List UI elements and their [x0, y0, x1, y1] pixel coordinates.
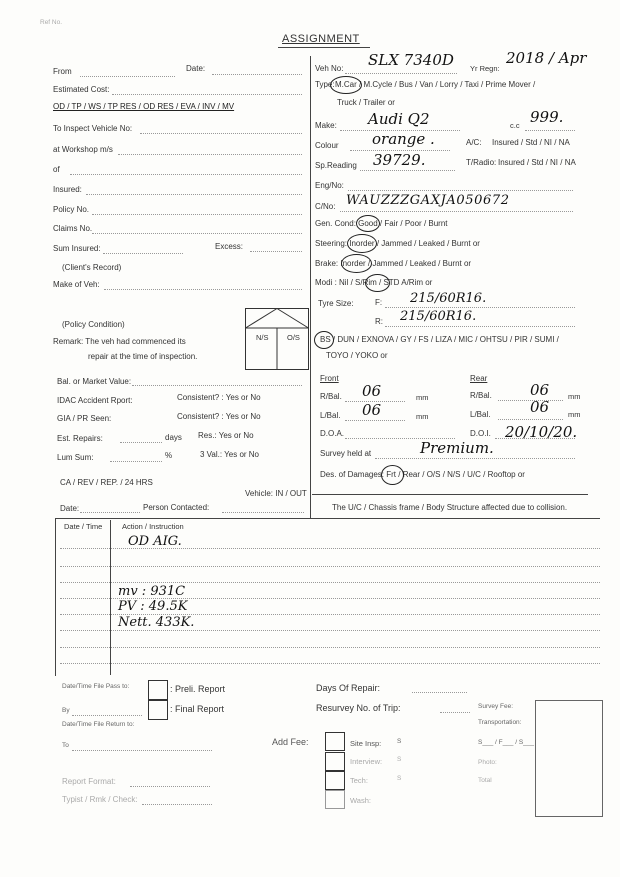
clients-record-label: (Client's Record) [62, 263, 122, 272]
est-repairs-line[interactable] [120, 442, 162, 443]
resurvey-label: Resurvey No. of Trip: [316, 703, 401, 713]
tyre-r-line[interactable] [385, 326, 575, 327]
front-lbal-label: L/Bal. [320, 411, 341, 420]
tyre-bs-circle [314, 331, 334, 349]
to-line[interactable] [72, 750, 212, 751]
days-label: days [165, 433, 182, 442]
workshop-label: at Workshop m/s [53, 145, 113, 154]
survey-fee-label: Survey Fee: [478, 703, 514, 710]
claims-label: Claims No. [53, 224, 93, 233]
tyre-f-line[interactable] [385, 307, 575, 308]
table-line-3[interactable] [60, 582, 600, 583]
report-format-line[interactable] [130, 786, 210, 787]
tech-checkbox[interactable] [325, 771, 345, 790]
of-label: of [53, 165, 60, 174]
center-divider [310, 56, 311, 518]
bal-market-label: Bal. or Market Value: [57, 377, 132, 386]
res-label: Res.: Yes or No [198, 431, 254, 440]
tyre-f-value: 215/60R16. [410, 291, 487, 306]
cc-value: 999. [530, 108, 564, 126]
total-label: Total [478, 777, 492, 784]
table-top-rule [55, 518, 600, 519]
rear-lbal-value: 06 [530, 398, 550, 416]
brake: Brake: Inorder / Jammed / Leaked / Burnt or [315, 259, 472, 268]
tr-options: Insured / Std / NI / NA [498, 158, 576, 167]
vehicle-in-out: Vehicle: IN / OUT [245, 489, 307, 498]
tyre-size-label: Tyre Size: [318, 299, 354, 308]
claims-line[interactable] [92, 233, 302, 234]
prelim-report-label: : Preli. Report [170, 684, 226, 694]
claim-codes: OD / TP / WS / TP RES / OD RES / EVA / INV / MV [53, 102, 235, 111]
resurvey-line[interactable] [440, 712, 470, 713]
uc-top-rule [312, 494, 588, 495]
final-report-checkbox[interactable] [148, 700, 168, 720]
make-value: Audi Q2 [368, 110, 430, 128]
to-label: To [62, 742, 69, 749]
doi-line[interactable] [495, 438, 575, 439]
site-insp-checkbox[interactable] [325, 732, 345, 751]
bal-market-line[interactable] [132, 385, 302, 386]
insured-label: Insured: [53, 185, 82, 194]
excess-line[interactable] [250, 251, 302, 252]
c-no-line[interactable] [340, 211, 573, 212]
front-rbal-label: R/Bal. [320, 392, 342, 401]
brake-inorder-circle [341, 254, 372, 273]
colour-label: Colour [315, 141, 339, 150]
modi-srim-circle [365, 274, 390, 292]
idac-consistent: Consistent? : Yes or No [177, 393, 261, 402]
sp-reading-value: 39729. [373, 151, 426, 169]
eng-no-line[interactable] [348, 190, 573, 191]
idac-label: IDAC Accident Rport: [57, 396, 133, 405]
make-label: Make: [315, 121, 337, 130]
make-of-veh-label: Make of Veh: [53, 280, 100, 289]
doi-value: 20/10/20. [505, 423, 578, 441]
sum-insured-line[interactable] [103, 253, 183, 254]
remark-line-1: Remark: The veh had commenced its [53, 337, 186, 346]
front-lbal-line[interactable] [345, 420, 405, 421]
of-line[interactable] [70, 174, 302, 175]
days-of-repair-label: Days Of Repair: [316, 683, 381, 693]
person-contacted-label: Person Contacted: [143, 503, 210, 512]
c-no-value: WAUZZZGAXJA050672 [346, 193, 510, 208]
tyre-r-label: R: [375, 317, 383, 326]
front-lbal-value: 06 [362, 401, 382, 419]
action-entry: mv : 931C [118, 584, 186, 599]
doi-label: D.O.I. [470, 429, 491, 438]
gen-cond-good-circle [356, 215, 380, 232]
steering-inorder-circle [347, 234, 377, 253]
estimated-cost-label: Estimated Cost: [53, 85, 110, 94]
ca-rev-rep-line: CA / REV / REP. / 24 HRS [60, 478, 153, 487]
os-label: O/S [287, 333, 300, 342]
rear-label: Rear [470, 374, 488, 383]
days-of-repair-line[interactable] [412, 692, 467, 693]
type-mcar-circle [330, 76, 362, 94]
site-insp-label: Site Insp: [350, 739, 382, 748]
interview-label: Interview: [350, 757, 383, 766]
ns-label: N/S [256, 333, 269, 342]
wash-label: Wash: [350, 796, 371, 805]
tr-label: T/Radio: [466, 158, 497, 167]
front-rbal-value: 06 [362, 382, 382, 400]
front-label: Front [320, 374, 339, 383]
percent-label: % [165, 451, 173, 460]
photo-label: Photo: [478, 759, 497, 766]
addl-fee-label: Add Fee: [272, 737, 309, 747]
c-no-label: C/No: [315, 202, 336, 211]
veh-no-line[interactable] [345, 73, 457, 74]
gia-label: GIA / PR Seen: [57, 414, 112, 423]
fee-line: S___ / F___ / S___ [478, 739, 535, 746]
rear-lbal-mm: mm [568, 410, 581, 419]
date2-line[interactable] [80, 512, 140, 513]
by-line[interactable] [72, 715, 142, 716]
ac-label: A/C: [466, 138, 482, 147]
policy-label: Policy No. [53, 205, 90, 214]
est-repairs-label: Est. Repairs: [57, 434, 103, 443]
type-label: Type: [315, 80, 335, 89]
action-header: Action / Instruction [122, 522, 184, 531]
make-of-veh-line[interactable] [104, 289, 302, 290]
colour-value: orange . [372, 130, 435, 148]
type-options: M.Car / M.Cycle / Bus / Van / Lorry / Taxi / Prime Mover / [335, 80, 536, 89]
sp-reading-label: Sp.Reading [315, 161, 357, 170]
tyre-brands: BS / DUN / EXNOVA / GY / FS / LIZA / MIC / OHTSU / PIR / SUMI / [320, 335, 559, 344]
file-pass-label: Date/Time File Pass to: [62, 683, 130, 690]
table-line-6[interactable] [60, 630, 600, 631]
action-entry: PV : 49.5K [118, 599, 188, 614]
veh-no-label: Veh No: [315, 64, 344, 73]
table-line-2[interactable] [60, 566, 600, 567]
survey-held-line[interactable] [375, 458, 575, 459]
site-insp-s: S [397, 738, 402, 745]
yr-regn-label: Yr Regn: [470, 64, 500, 73]
survey-held-value: Premium. [420, 439, 494, 457]
gia-consistent: Consistent? : Yes or No [177, 412, 261, 421]
typist-line[interactable] [142, 804, 212, 805]
damages-frt-circle [381, 465, 404, 485]
tech-s: S [397, 775, 402, 782]
sum-insured-label: Sum Insured: [53, 244, 101, 253]
survey-fee-box [535, 700, 603, 817]
report-format-label: Report Format: [62, 777, 116, 786]
file-return-label: Date/Time File Return to: [62, 721, 135, 728]
steering: Steering: Inorder / Jammed / Leaked / Burnt or [315, 239, 480, 248]
lum-sum-label: Lum Sum: [57, 453, 94, 462]
front-rbal-mm: mm [416, 393, 429, 402]
inspect-line[interactable] [140, 133, 302, 134]
type-options-2: Truck / Trailer or [337, 98, 395, 107]
rear-rbal-mm: mm [568, 392, 581, 401]
cc-line[interactable] [525, 130, 575, 131]
typist-label: Typist / Rmk / Check: [62, 795, 138, 804]
from-line[interactable] [80, 76, 175, 77]
insured-line[interactable] [86, 194, 302, 195]
table-left-edge [55, 518, 56, 676]
faint-ref-text: Ref No. [40, 19, 63, 26]
date-line[interactable] [212, 74, 302, 75]
wash-checkbox[interactable] [325, 790, 345, 809]
estimated-cost-line[interactable] [112, 94, 302, 95]
table-line-7[interactable] [60, 647, 600, 648]
policy-condition-label: (Policy Condition) [62, 320, 125, 329]
lum-sum-line[interactable] [110, 461, 162, 462]
doa-label: D.O.A. [320, 429, 345, 438]
interview-s: S [397, 756, 402, 763]
tech-label: Tech: [350, 776, 368, 785]
final-report-label: : Final Report [170, 704, 225, 714]
policy-line[interactable] [92, 214, 302, 215]
transportation-label: Transportation: [478, 719, 522, 726]
person-contacted-line[interactable] [222, 512, 304, 513]
front-lbal-mm: mm [416, 412, 429, 421]
prelim-report-checkbox[interactable] [148, 680, 168, 700]
rear-lbal-line[interactable] [498, 419, 563, 420]
tyre-r-value: 215/60R16. [400, 309, 477, 324]
val3-label: 3 Val.: Yes or No [200, 450, 259, 459]
page-title: ASSIGNMENT [282, 33, 360, 45]
tyre-f-label: F: [375, 298, 383, 307]
header-rule [278, 47, 370, 48]
rear-rbal-label: R/Bal. [470, 391, 492, 400]
des-of-damages: Des. of Damages: Frt / Rear / O/S / N/S / U/C / Rooftop or [320, 470, 525, 479]
inspect-label: To Inspect Vehicle No: [53, 124, 133, 133]
action-entry: OD AIG. [128, 534, 182, 549]
uc-line: The U/C / Chassis frame / Body Structure affected due to collision. [332, 503, 568, 512]
sp-reading-line[interactable] [360, 170, 455, 171]
date-label: Date: [186, 64, 206, 73]
interview-checkbox[interactable] [325, 752, 345, 771]
veh-no-value: SLX 7340D [368, 51, 454, 69]
action-entry: Nett. 433K. [118, 615, 195, 630]
date2-label: Date: [60, 504, 80, 513]
modi: Modi : Nil / S/Rim / STD A/Rim or [315, 278, 433, 287]
from-label: From [53, 67, 72, 76]
cc-label: c.c [510, 121, 520, 130]
date-time-header: Date / Time [64, 522, 103, 531]
rear-lbal-label: L/Bal. [470, 410, 491, 419]
tyre-brands-2: TOYO / YOKO or [326, 351, 388, 360]
rear-rbal-value: 06 [530, 381, 550, 399]
by-label: By [62, 707, 70, 714]
table-line-8[interactable] [60, 663, 600, 664]
remark-line-2: repair at the time of inspection. [88, 352, 198, 361]
survey-held-label: Survey held at [320, 449, 372, 458]
excess-label: Excess: [215, 242, 244, 251]
gen-cond: Gen. Cond: Good / Fair / Poor / Burnt [315, 219, 448, 228]
ac-options: Insured / Std / NI / NA [492, 138, 570, 147]
yr-regn-value: 2018 / Apr [506, 49, 587, 67]
eng-no-label: Eng/No: [315, 181, 344, 190]
workshop-line[interactable] [118, 154, 302, 155]
